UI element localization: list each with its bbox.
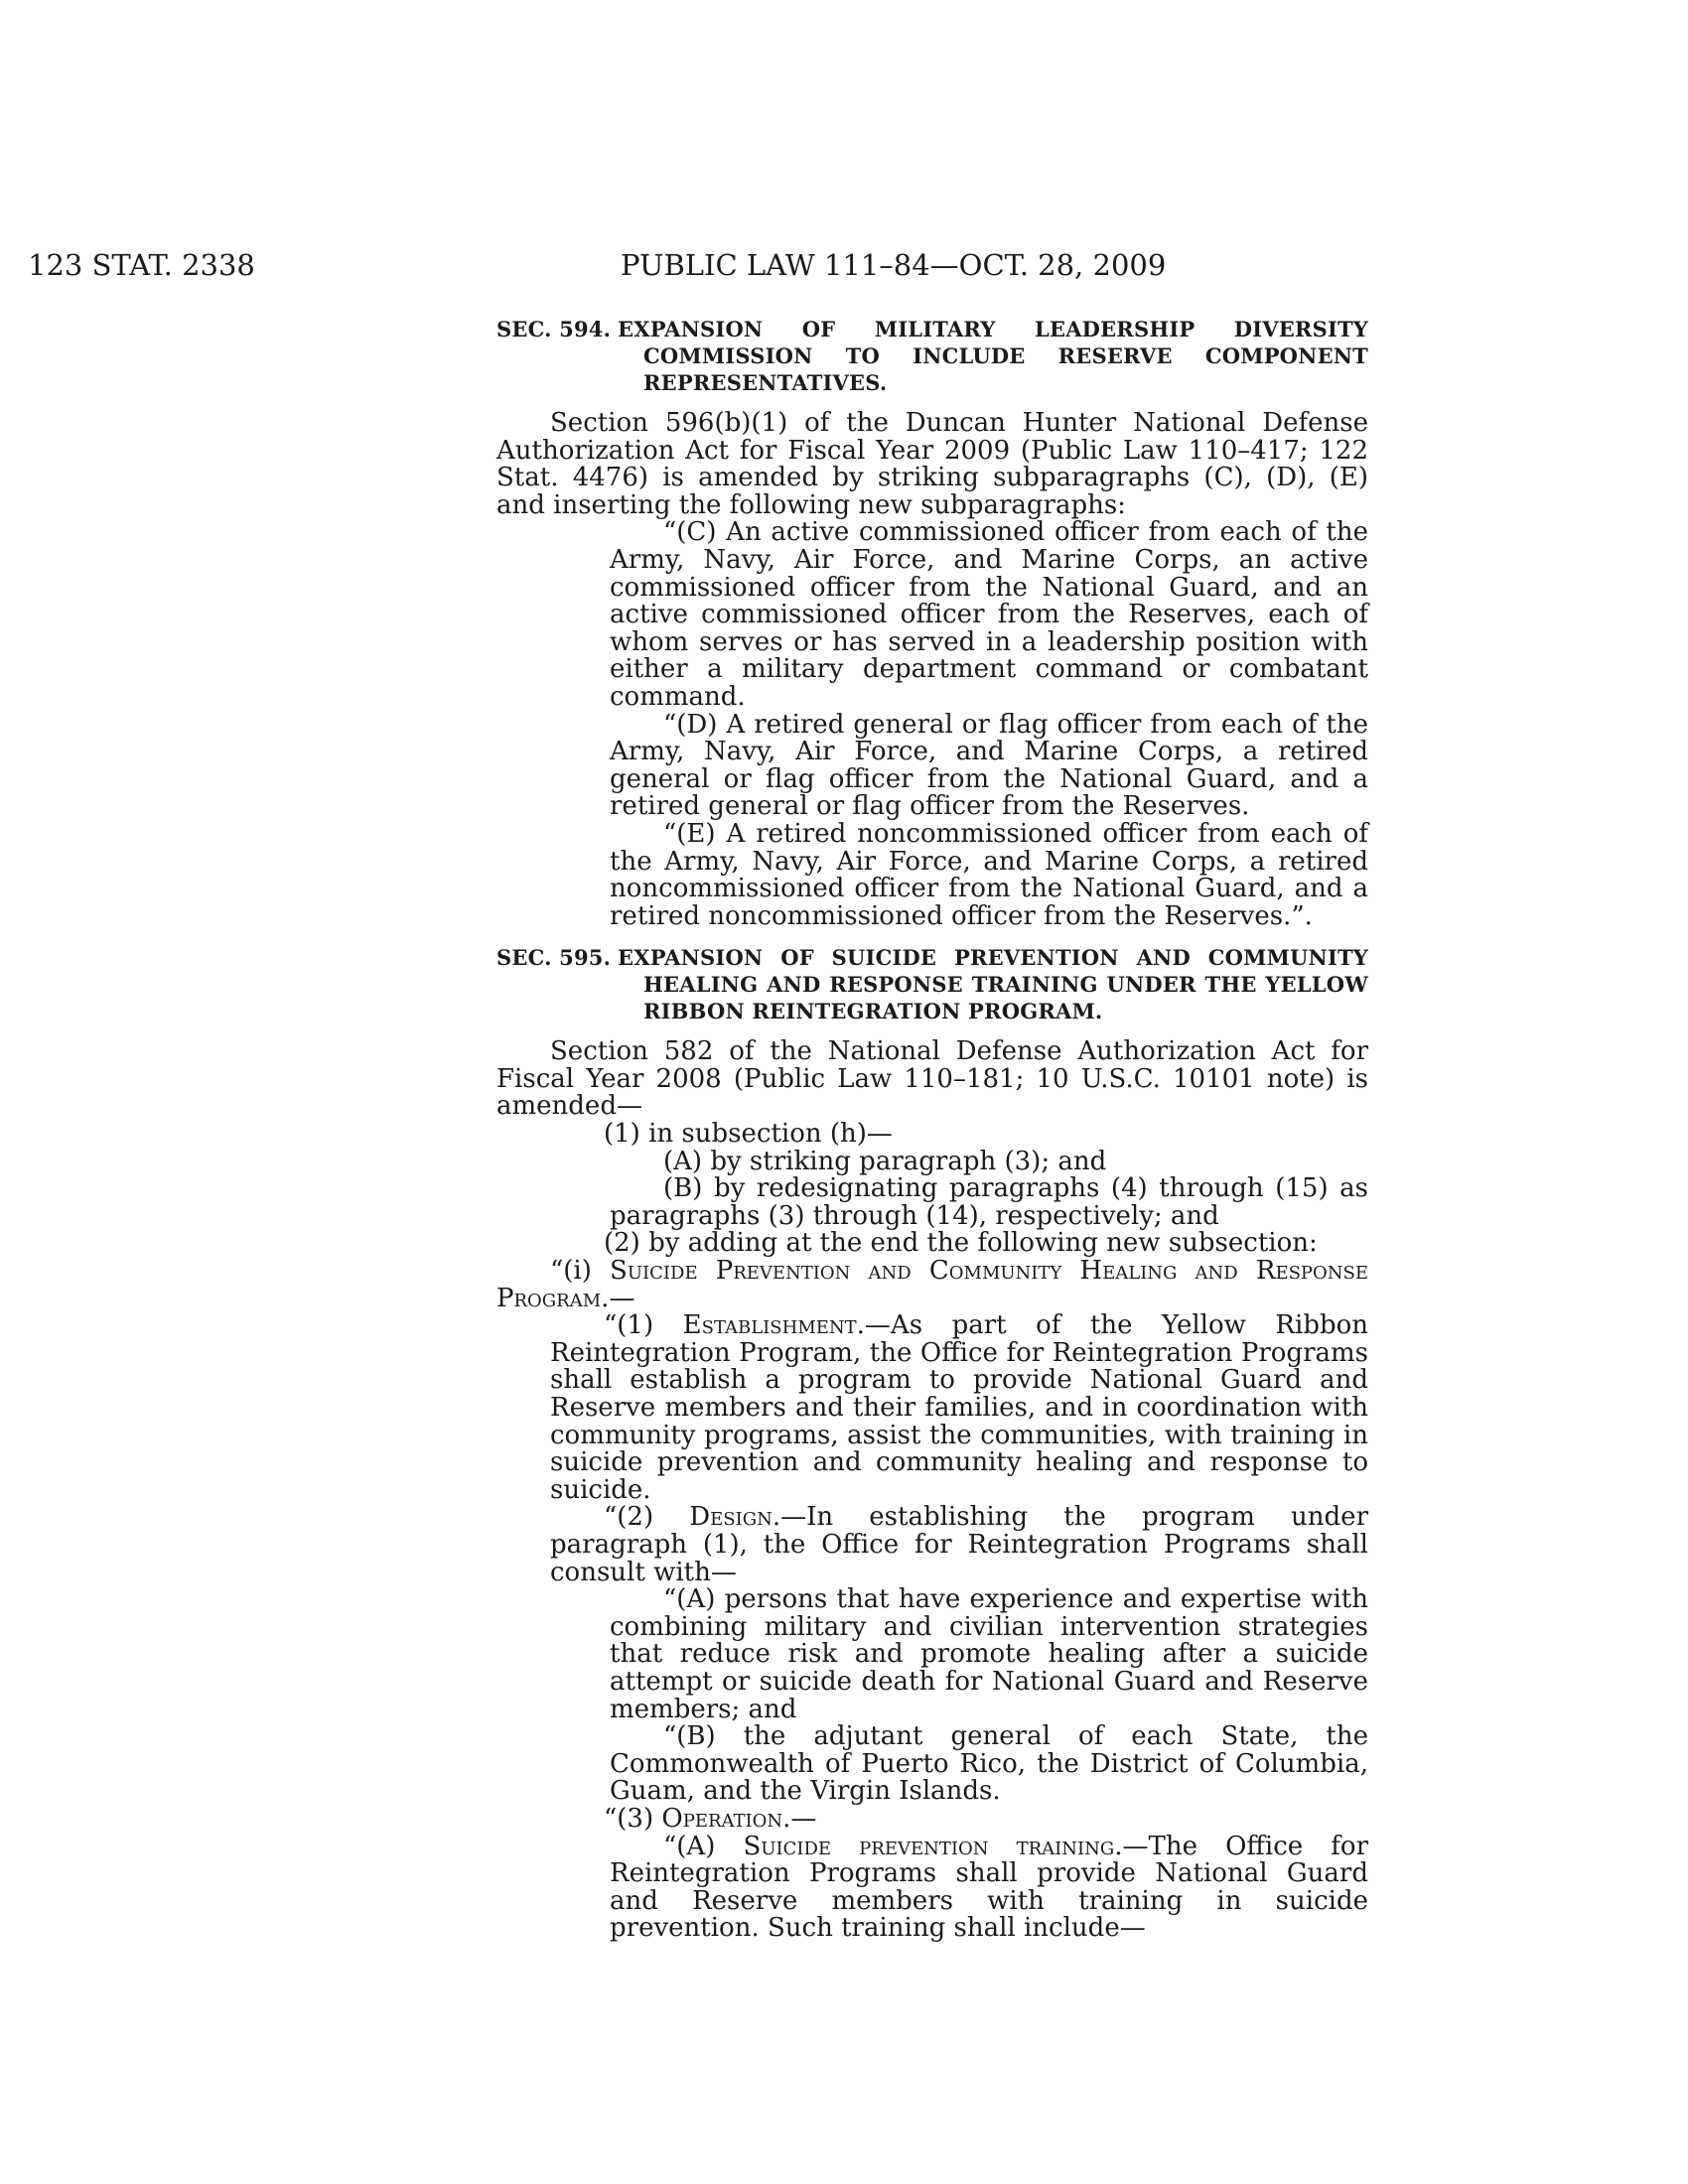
subparagraph-e: “(E) A retired noncommissioned officer from each of the Army, Navy, Air Force, and Marine Corps, a retired noncommissioned officer from the National Guard, and a retired noncommissioned officer from the Reserves.”. [610, 818, 1368, 931]
paragraph-1 [496, 1312, 1368, 1504]
paragraph-3-heading: Operation. [661, 1803, 791, 1834]
subsection-i-heading [496, 1258, 1368, 1312]
section-title: EXPANSION OF MILITARY LEADERSHIP DIVERSITY COMMISSION TO INCLUDE RESERVE COMPONENT REPRESENTATIVES. [618, 317, 1368, 395]
paragraph-1-prefix: “(1) [604, 1310, 654, 1341]
section-594-heading [496, 316, 1368, 396]
amendment-item-2: (2) by adding at the end the following new subsection: [604, 1228, 1318, 1259]
paragraph-3a-text: —The Office for Reintegration Programs shall provide National Guard and Reserve members with training in suicide prevention. Such training shall include— [610, 1831, 1368, 1944]
section-number: SEC. 594. [496, 317, 612, 341]
stat-citation: 123 STAT. 2338 [28, 248, 255, 282]
subsection-i-dash: — [609, 1283, 635, 1313]
amendment-item-1a: (A) by striking paragraph (3); and [663, 1146, 1107, 1176]
subsection-i-prefix: “(i) [550, 1256, 592, 1287]
paragraph-3a-prefix: “(A) [663, 1831, 716, 1861]
paragraph-3a [496, 1831, 1368, 1944]
paragraph-3a-heading: Suicide prevention training. [743, 1831, 1123, 1861]
section-595-heading [496, 944, 1368, 1024]
paragraph-2-prefix: “(2) [604, 1502, 654, 1533]
subsection-i-title: Suicide Prevention and Community Healing and Response Program. [496, 1256, 1369, 1313]
paragraph-3-dash: — [790, 1803, 817, 1834]
section-594-intro: Section 596(b)(1) of the Duncan Hunter National Defense Authorization Act for Fiscal Year 2009 (Public Law 110–417; 122 Stat. 4476) is amended by striking subparagraphs (C), (D), (E) and inserting the following new subparagraphs: [496, 408, 1368, 520]
section-595-intro: Section 582 of the National Defense Authorization Act for Fiscal Year 2008 (Public Law 110–181; 10 U.S.C. 10101 note) is amended— [496, 1036, 1368, 1122]
text-column [496, 316, 1368, 1943]
paragraph-1-heading: Establishment. [682, 1310, 865, 1341]
amendment-item-1b: (B) by redesignating paragraphs (4) through (15) as paragraphs (3) through (14), respectively; and [610, 1173, 1368, 1231]
section-title: EXPANSION OF SUICIDE PREVENTION AND COMMUNITY HEALING AND RESPONSE TRAINING UNDER THE YELLOW RIBBON REINTEGRATION PROGRAM. [618, 945, 1368, 1024]
running-head [0, 245, 1688, 285]
subparagraph-d: “(D) A retired general or flag officer from each of the Army, Navy, Air Force, and Marine Corps, a retired general or flag officer from the National Guard, and a retired general or flag officer from the Reserves. [610, 709, 1368, 822]
paragraph-2a: “(A) persons that have experience and expertise with combining military and civilian intervention strategies that reduce risk and promote healing after a suicide attempt or suicide death for National Guard and Reserve members; and [610, 1584, 1368, 1724]
paragraph-2b: “(B) the adjutant general of each State, the Commonwealth of Puerto Rico, the District of Columbia, Guam, and the Virgin Islands. [610, 1721, 1368, 1807]
amendment-item-1: (1) in subsection (h)— [604, 1119, 893, 1150]
section-number: SEC. 595. [496, 945, 612, 971]
paragraph-3 [496, 1803, 1368, 1834]
law-title: PUBLIC LAW 111–84—OCT. 28, 2009 [621, 248, 1167, 282]
paragraph-2 [496, 1504, 1368, 1586]
paragraph-2-text: —In establishing the program under paragraph (1), the Office for Reintegration Programs shall consult with— [550, 1502, 1369, 1587]
paragraph-2-heading: Design. [689, 1502, 781, 1533]
paragraph-1-text: —As part of the Yellow Ribbon Reintegration Program, the Office for Reintegration Programs shall establish a program to provide National Guard and Reserve members and their families, and in coordination with community programs, assist the communities, with training in suicide prevention and community healing and response to suicide. [550, 1310, 1369, 1505]
paragraph-3-prefix: “(3) [604, 1803, 654, 1834]
subparagraph-c: “(C) An active commissioned officer from each of the Army, Navy, Air Force, and Marine Corps, an active commissioned officer from the National Guard, and an active commissioned officer from the Reserves, each of whom serves or has served in a leadership position with either a military department command or combatant command. [610, 517, 1368, 712]
